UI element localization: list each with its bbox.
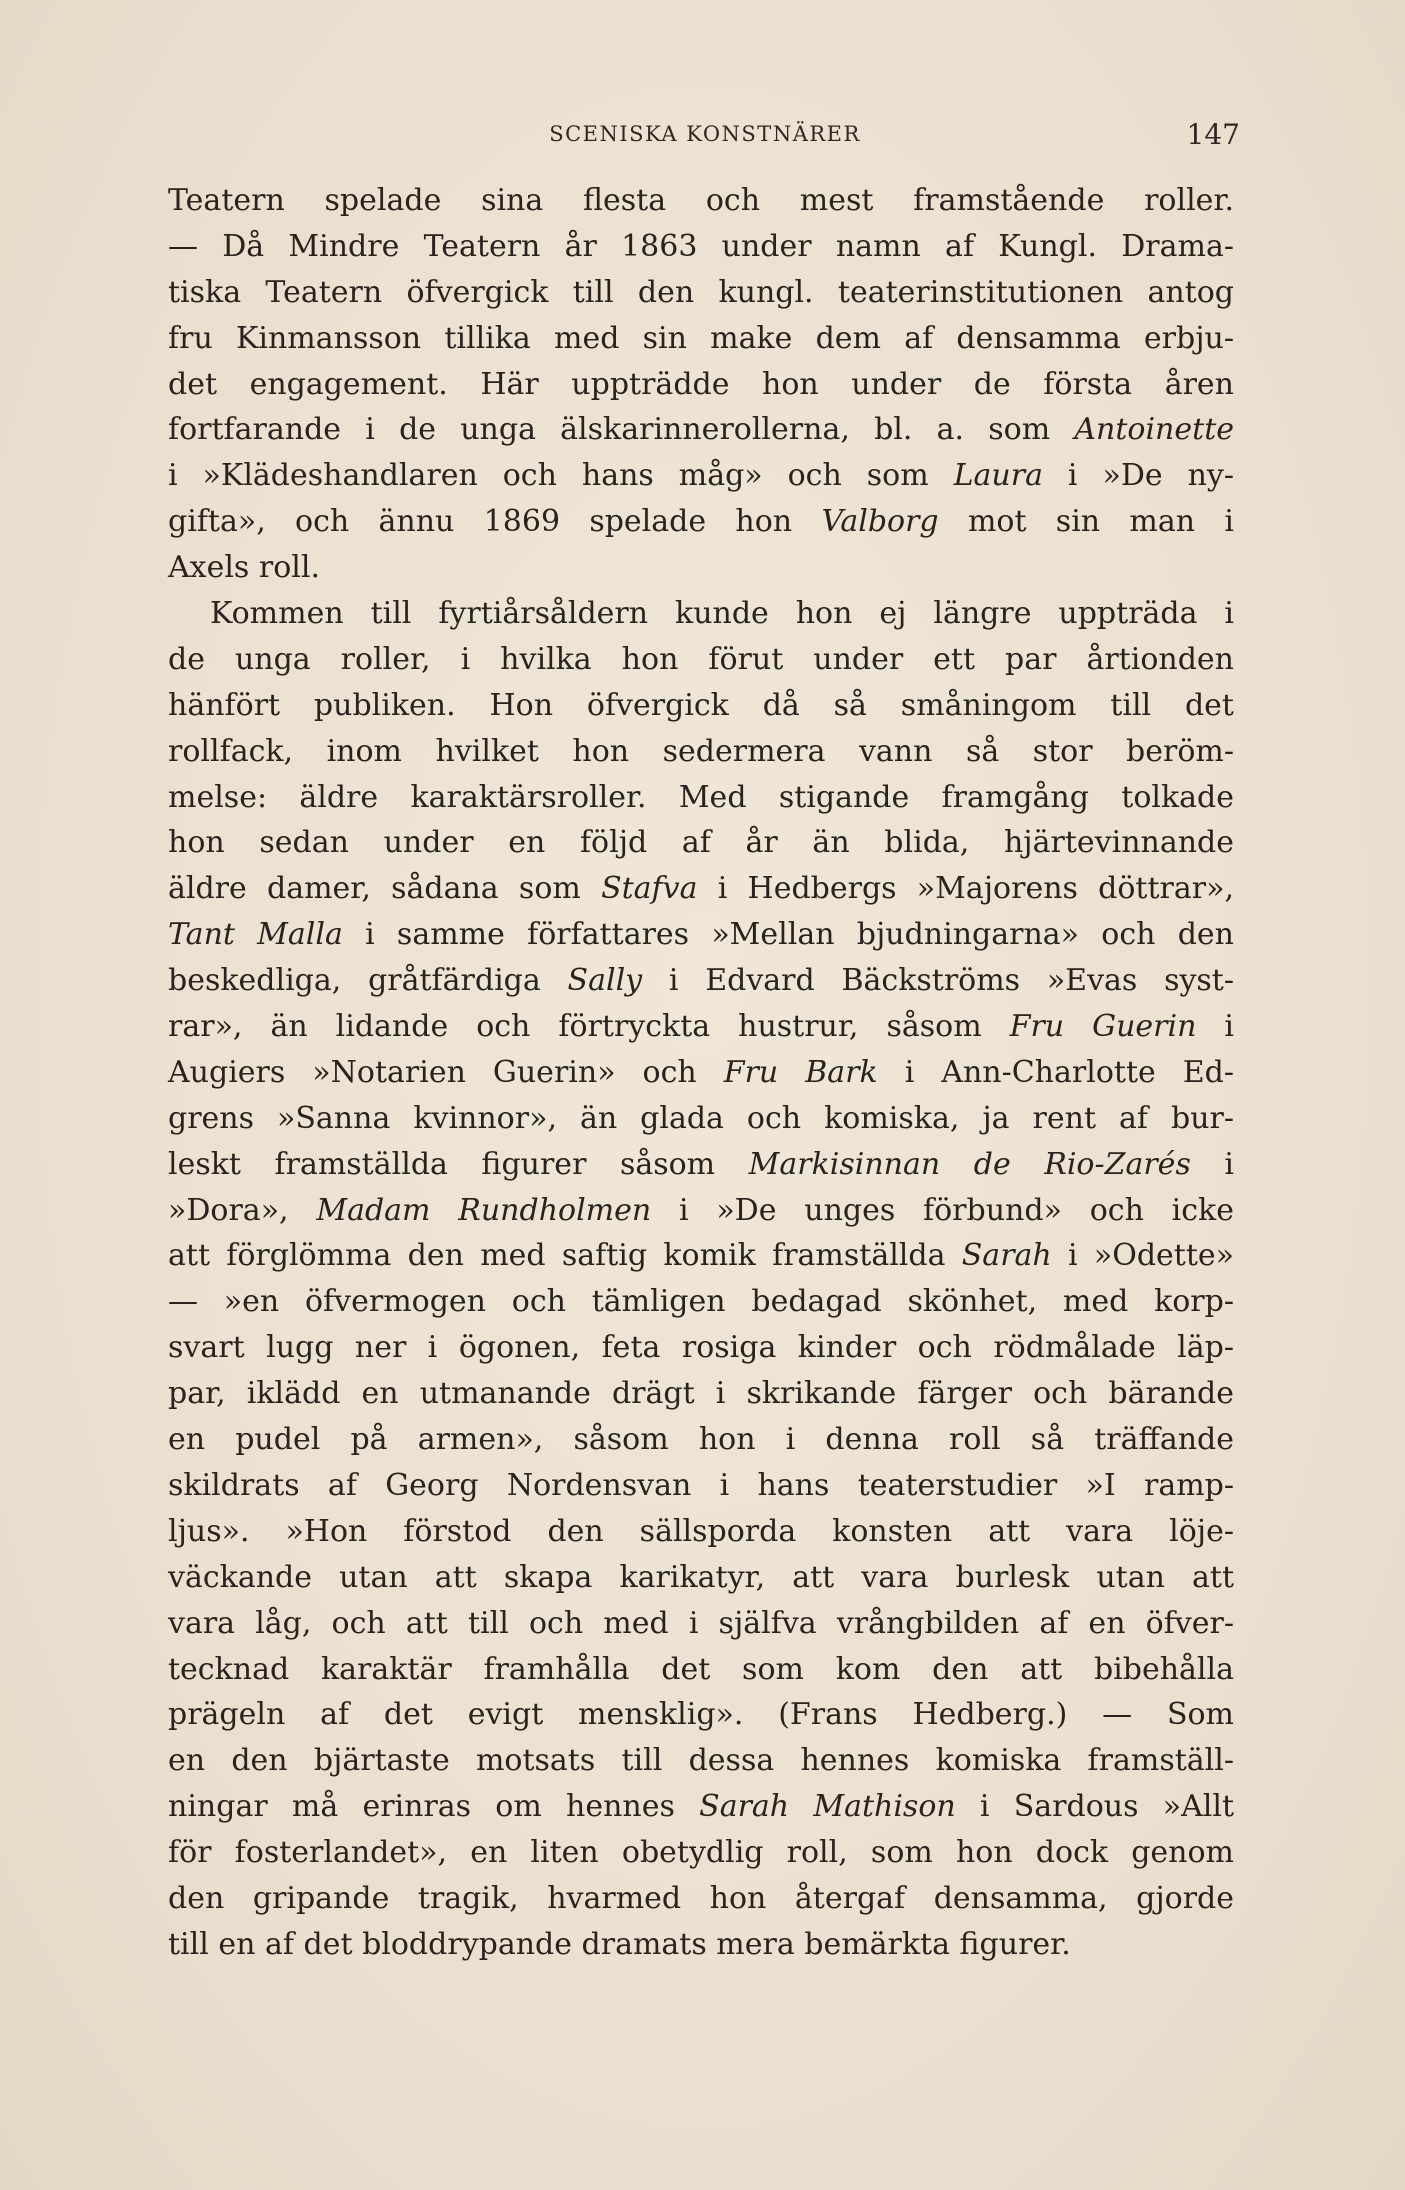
- text-line: Teatern spelade sina flesta och mest framstående roller.: [168, 183, 1234, 218]
- text-line: rar», än lidande och förtryckta hustrur, såsom Fru Guerin i: [168, 1009, 1234, 1045]
- text-line: att förglömma den med saftig komik framställda Sarah i »Odette»: [168, 1238, 1234, 1274]
- italic-role-name: Sarah: [961, 1238, 1052, 1274]
- text-line: tiska Teatern öfvergick till den kungl. teaterinstitutionen antog: [168, 274, 1234, 310]
- text-line: ningar må erinras om hennes Sarah Mathison i Sardous »Allt: [168, 1789, 1234, 1825]
- text-line: till en af det bloddrypande dramats mera bemärkta figurer.: [168, 1926, 1071, 1962]
- text-line: fru Kinmansson tillika med sin make dem af densamma erbju-: [168, 320, 1234, 356]
- text-line: äldre damer, sådana som Stafva i Hedbergs »Majorens döttrar»,: [168, 871, 1234, 907]
- text-line: »Dora», Madam Rundholmen i »De unges förbund» och icke: [168, 1192, 1234, 1228]
- text-line: par, iklädd en utmanande drägt i skrikande färger och bärande: [168, 1376, 1234, 1412]
- italic-role-name: Fru Guerin: [1009, 1009, 1197, 1045]
- text-line: gifta», och ännu 1869 spelade hon Valborg mot sin man i: [168, 504, 1234, 540]
- page-header: [170, 112, 1240, 156]
- text-line: den gripande tragik, hvarmed hon återgaf densamma, gjorde: [168, 1880, 1234, 1916]
- text-line: i »Klädeshandlaren och hans måg» och som Laura i »De ny-: [168, 458, 1234, 494]
- text-line: beskedliga, gråtfärdiga Sally i Edvard Bäckströms »Evas syst-: [168, 963, 1234, 999]
- italic-role-name: Fru Bark: [723, 1054, 878, 1090]
- page-number: 147: [1186, 118, 1240, 151]
- text-line: väckande utan att skapa karikatyr, att vara burlesk utan att: [168, 1559, 1234, 1595]
- text-line: för fosterlandet», en liten obetydlig roll, som hon dock genom: [168, 1835, 1234, 1871]
- italic-role-name: Sally: [567, 963, 643, 999]
- italic-role-name: Antoinette: [1074, 412, 1234, 448]
- text-line: melse: äldre karaktärsroller. Med stigande framgång tolkade: [168, 779, 1234, 815]
- text-line: Kommen till fyrtiårsåldern kunde hon ej längre uppträda i: [210, 596, 1234, 632]
- text-line: leskt framställda figurer såsom Markisinnan de Rio-Zarés i: [168, 1146, 1234, 1182]
- text-line: hänfört publiken. Hon öfvergick då så småningom till det: [168, 687, 1234, 723]
- text-line: — Då Mindre Teatern år 1863 under namn af Kungl. Drama-: [168, 228, 1234, 264]
- text-line: tecknad karaktär framhålla det som kom den att bibehålla: [168, 1651, 1234, 1687]
- text-line: vara låg, och att till och med i själfva vrångbilden af en öfver-: [168, 1605, 1234, 1641]
- text-line: det engagement. Här uppträdde hon under de första åren: [168, 366, 1234, 402]
- text-line: en den bjärtaste motsats till dessa hennes komiska framställ-: [168, 1743, 1234, 1779]
- text-line: ljus». »Hon förstod den sällsporda konsten att vara löje-: [168, 1513, 1234, 1549]
- text-line: prägeln af det evigt mensklig». (Frans Hedberg.) — Som: [168, 1697, 1234, 1733]
- italic-role-name: Markisinnan de Rio-Zarés: [748, 1146, 1191, 1182]
- text-line: svart lugg ner i ögonen, feta rosiga kinder och rödmålade läp-: [168, 1330, 1234, 1366]
- text-line: Augiers »Notarien Guerin» och Fru Bark i Ann-Charlotte Ed-: [168, 1054, 1234, 1090]
- text-line: hon sedan under en följd af år än blida, hjärtevinnande: [168, 825, 1234, 861]
- italic-role-name: Sarah Mathison: [699, 1789, 956, 1825]
- italic-role-name: Tant Malla: [168, 917, 343, 953]
- italic-role-name: Laura: [953, 458, 1043, 494]
- italic-role-name: Madam Rundholmen: [316, 1192, 652, 1228]
- text-line: fortfarande i de unga älskarinnerollerna, bl. a. som Antoinette: [168, 412, 1234, 448]
- text-line: skildrats af Georg Nordensvan i hans teaterstudier »I ramp-: [168, 1467, 1234, 1503]
- text-line: rollfack, inom hvilket hon sedermera vann så stor beröm-: [168, 733, 1234, 769]
- text-line: Tant Malla i samme författares »Mellan bjudningarna» och den: [168, 917, 1234, 953]
- text-line: grens »Sanna kvinnor», än glada och komiska, ja rent af bur-: [168, 1100, 1234, 1136]
- italic-role-name: Stafva: [601, 871, 698, 907]
- text-line: Axels roll.: [168, 550, 320, 586]
- text-line: en pudel på armen», såsom hon i denna roll så träffande: [168, 1422, 1234, 1458]
- italic-role-name: Valborg: [821, 504, 939, 540]
- body-text: [168, 178, 1234, 1968]
- text-line: — »en öfvermogen och tämligen bedagad skönhet, med korp-: [168, 1284, 1234, 1320]
- text-line: de unga roller, i hvilka hon förut under ett par årtionden: [168, 641, 1234, 677]
- running-head: SCENISKA KONSTNÄRER: [549, 122, 861, 146]
